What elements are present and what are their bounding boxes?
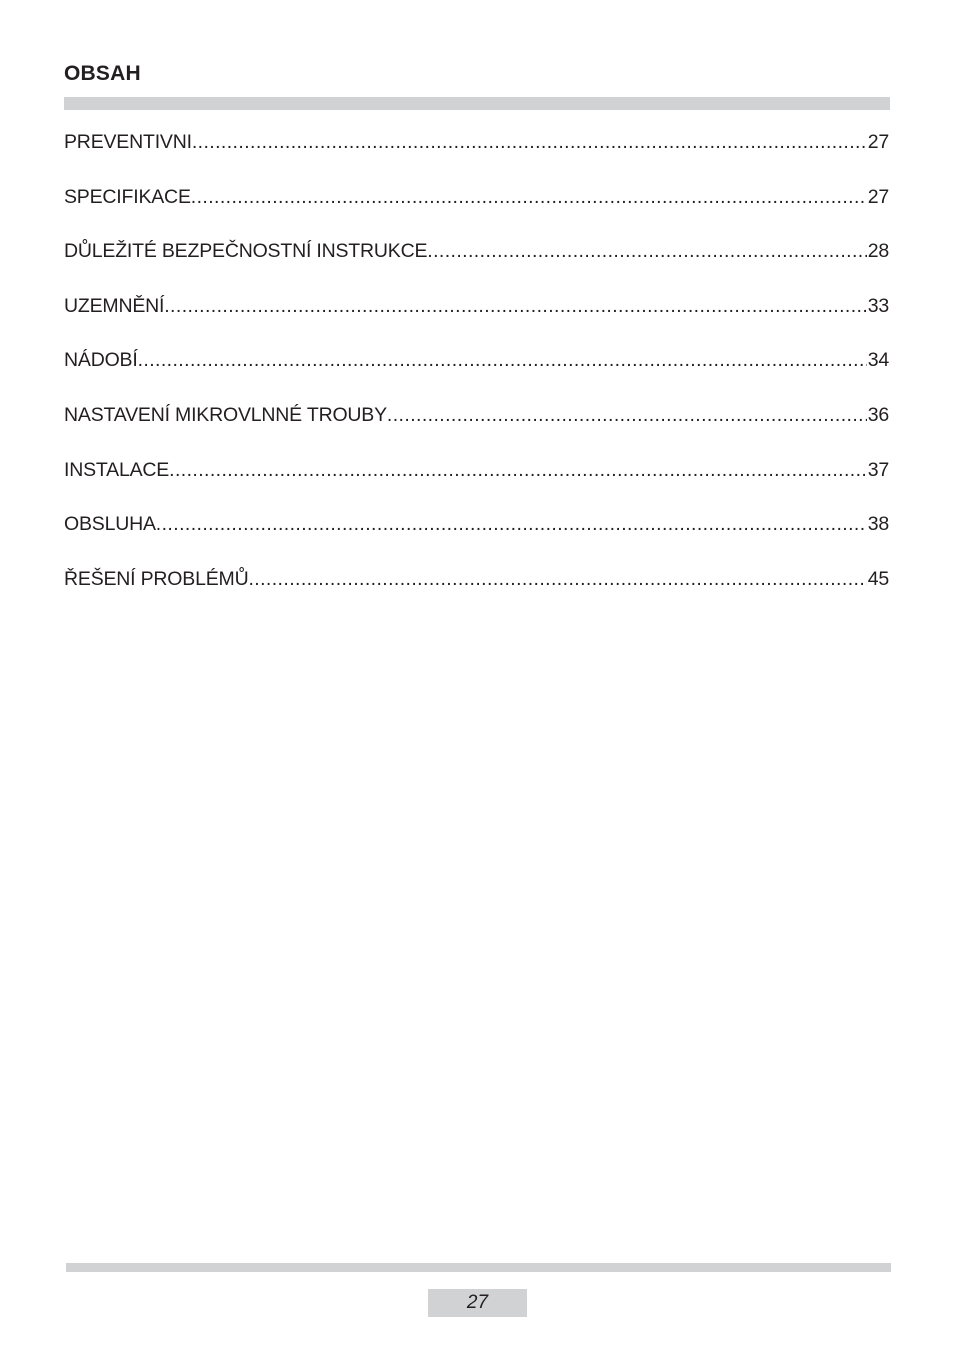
toc-entry-title: ŘEŠENÍ PROBLÉMŮ: [64, 567, 249, 590]
toc-entry-title: PREVENTIVNI: [64, 131, 192, 153]
toc-entry-title: NASTAVENÍ MIKROVLNNÉ TROUBY: [64, 403, 387, 426]
toc-entry-page: 37: [867, 458, 889, 481]
toc-dot-leader: [164, 292, 866, 320]
toc-entry-specifikace[interactable]: [64, 183, 889, 238]
toc-entry-nadobi[interactable]: [64, 346, 889, 401]
toc-entry-title: INSTALACE: [64, 458, 170, 481]
toc-dot-leader: [169, 456, 867, 484]
page-title: OBSAH: [64, 62, 141, 85]
toc-dot-leader: [156, 510, 867, 538]
toc-entry-page: 38: [867, 513, 889, 536]
toc-dot-leader: [387, 401, 867, 429]
toc-entry-instalace[interactable]: [64, 456, 889, 511]
toc-entry-preventivni[interactable]: [64, 128, 889, 183]
toc-entry-uzemneni[interactable]: [64, 292, 889, 347]
toc-dot-leader: [191, 183, 867, 211]
toc-dot-leader: [138, 346, 867, 374]
toc-entry-title: UZEMNĚNÍ: [64, 294, 165, 317]
toc-entry-page: 33: [867, 294, 889, 317]
toc-dot-leader: [427, 237, 866, 265]
toc-entry-reseni-problemu[interactable]: [64, 565, 889, 620]
toc-entry-page: 27: [867, 185, 889, 208]
toc-entry-page: 27: [867, 131, 889, 153]
toc-entry-page: 28: [867, 240, 889, 263]
toc-dot-leader: [192, 128, 867, 156]
toc-dot-leader: [248, 565, 866, 593]
toc-entry-title: SPECIFIKACE: [64, 185, 191, 208]
toc-entry-bezpecnostni-instrukce[interactable]: [64, 237, 889, 292]
toc-entry-page: 34: [867, 349, 889, 372]
header-divider: [64, 97, 890, 110]
toc-entry-page: 45: [867, 567, 889, 590]
table-of-contents: [64, 128, 889, 619]
toc-entry-title: DŮLEŽITÉ BEZPEČNOSTNÍ INSTRUKCE: [64, 240, 428, 263]
toc-entry-obsluha[interactable]: [64, 510, 889, 565]
footer-divider: [66, 1263, 891, 1272]
page-number: 27: [428, 1289, 527, 1317]
toc-entry-page: 36: [867, 403, 889, 426]
toc-entry-title: OBSLUHA: [64, 513, 156, 536]
toc-entry-title: NÁDOBÍ: [64, 349, 138, 372]
toc-entry-nastaveni[interactable]: [64, 401, 889, 456]
